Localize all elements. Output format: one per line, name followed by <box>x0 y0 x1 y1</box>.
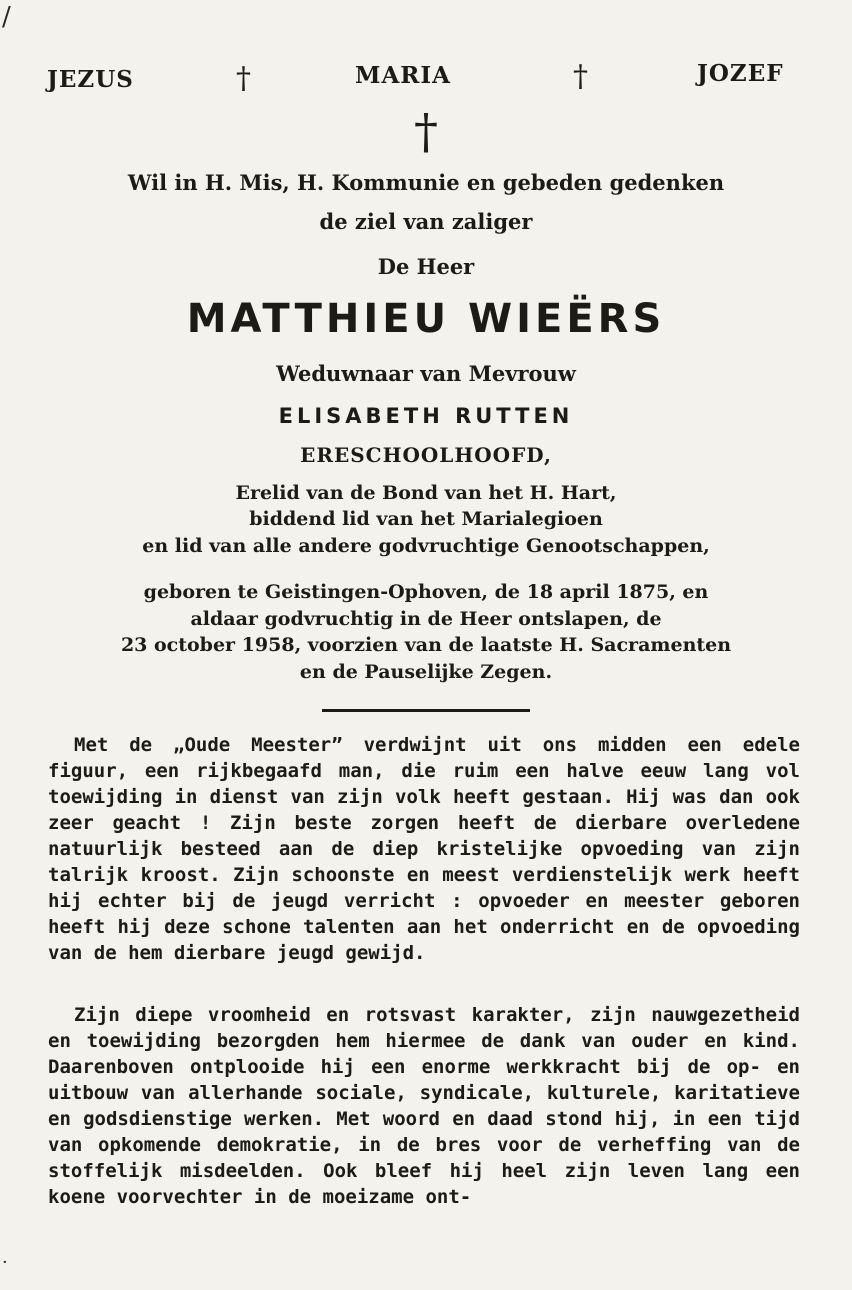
header-jezus: JEZUS <box>47 66 134 93</box>
scan-mark: · <box>2 1252 8 1273</box>
header-maria: MARIA <box>355 62 452 89</box>
holy-family-header <box>0 60 852 100</box>
intro-line-1: Wil in H. Mis, H. Kommunie en gebeden gedenken <box>127 170 725 195</box>
life-line-4: en de Pauselijke Zegen. <box>299 661 553 683</box>
widower-line: Weduwnaar van Mevrouw <box>276 361 576 386</box>
deceased-name: MATTHIEU WIEËRS <box>186 296 666 342</box>
eulogy-paragraph-1: Met de „Oude Meester” verdwijnt uit ons midden een edele figuur, een rijkbegaafd man, die ruim een halve eeuw lang vol toewijding in dienst van zijn volk heeft gestaan. Hij was dan ook zeer geacht ! Zijn beste zorgen heeft de dierbare overledene natuurlijk besteed aan de diep kristelijke opvoeding van zijn talrijk kroost. Zijn schoonste en meest verdienstelijk werk heeft hij echter bij de jeugd verricht : opvoeder en meester geboren heeft hij deze schone talenten aan het onderricht en de opvoeding van de hem dierbare jeugd gewijd. <box>48 734 800 964</box>
life-line-2: aldaar godvruchtig in de Heer ontslapen, de <box>190 608 662 630</box>
membership-line-3: en lid van alle andere godvruchtige Genootschappen, <box>142 535 710 557</box>
large-cross-icon: † <box>414 104 438 160</box>
honorary-title: ERESCHOOLHOOFD, <box>300 443 552 467</box>
cross-icon: † <box>236 61 251 96</box>
intro-line-2: de ziel van zaliger <box>319 209 533 234</box>
life-line-1: geboren te Geistingen-Ophoven, de 18 april 1875, en <box>143 581 709 603</box>
membership-line-2: biddend lid van het Marialegioen <box>249 508 603 530</box>
section-divider <box>322 709 530 712</box>
life-line-3: 23 october 1958, voorzien van de laatste H. Sacramenten <box>120 634 732 656</box>
intro-line-3: De Heer <box>377 254 475 279</box>
scan-mark: / <box>2 2 11 32</box>
header-jozef: JOZEF <box>697 60 784 87</box>
eulogy-paragraph-2: Zijn diepe vroomheid en rotsvast karakter, zijn nauwgezetheid en toewijding bezorgden hem hiermee de dank van ouder en kind. Daarenboven ontplooide hij een enorme werkkracht bij de op- en uitbouw van allerhande sociale, syndicale, kulturele, karitatieve en godsdienstige werken. Met woord en daad stond hij, in een tijd van opkomende demokratie, in de bres voor de verheffing van de stoffelijk misdeelden. Ook bleef hij heel zijn leven lang een koene voorvechter in de moeizame ont- <box>48 1004 800 1208</box>
membership-line-1: Erelid van de Bond van het H. Hart, <box>235 482 617 504</box>
cross-icon: † <box>573 59 588 94</box>
spouse-name: ELISABETH RUTTEN <box>278 404 574 428</box>
